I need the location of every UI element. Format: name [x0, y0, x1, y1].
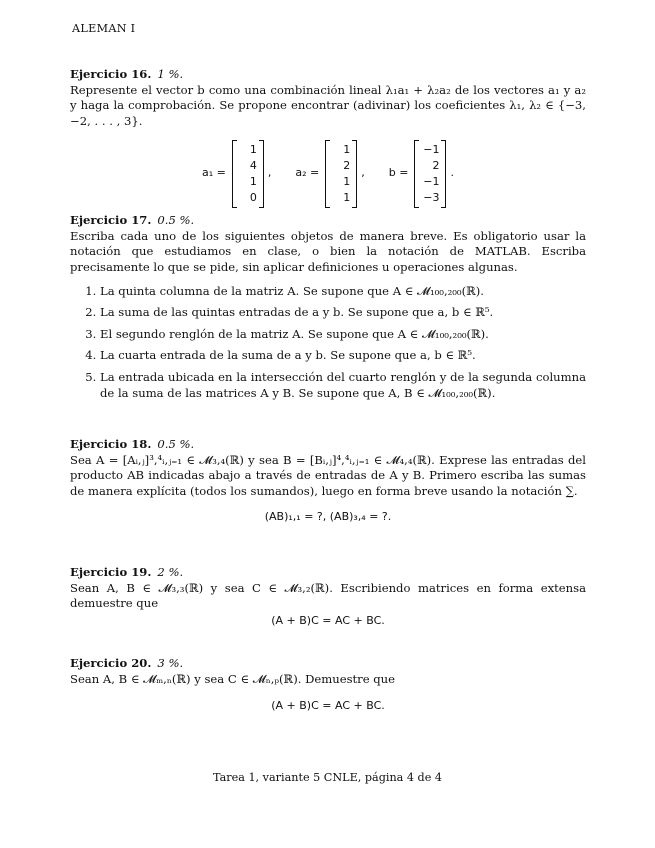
exercise-18 — [70, 437, 586, 524]
exercise-17 — [70, 213, 586, 407]
vector-b-trail: . — [450, 166, 454, 180]
exercise-18-percent: 0.5 %. — [157, 437, 195, 451]
list-item: 1. La quinta columna de la matriz A. Se supone que A ∈ 𝓜₁₀₀,₂₀₀(ℝ). — [100, 284, 586, 300]
exercise-20 — [70, 656, 586, 714]
exercise-18-heading — [70, 437, 586, 453]
exercise-17-list — [70, 284, 586, 402]
vector-a1 — [202, 140, 271, 208]
exercise-17-heading — [70, 213, 586, 229]
list-item: 2. La suma de las quintas entradas de a y b. Se supone que a, b ∈ ℝ⁵. — [100, 305, 586, 321]
vector-a1-bracket — [232, 140, 264, 208]
exercise-16-percent: 1 %. — [157, 67, 184, 81]
vector-a2-entry: 1 — [343, 190, 351, 204]
exercise-19-formula: (A + B)C = AC + BC. — [271, 613, 385, 627]
exercise-19-heading — [70, 565, 586, 581]
vector-b-entry: −1 — [423, 142, 440, 156]
exercise-20-percent: 3 %. — [157, 656, 184, 670]
vector-a2-bracket — [325, 140, 357, 208]
vector-row — [70, 140, 586, 208]
vector-a1-name: a₁ = — [202, 166, 226, 180]
list-item: 3. El segundo renglón de la matriz A. Se supone que A ∈ 𝓜₁₀₀,₂₀₀(ℝ). — [100, 327, 586, 343]
vector-b-entry: 2 — [432, 158, 440, 172]
exercise-16-heading — [70, 67, 586, 83]
vector-b-entry: −3 — [423, 190, 440, 204]
vector-a2-trail: , — [361, 166, 365, 180]
list-item: 4. La cuarta entrada de la suma de a y b. Se supone que a, b ∈ ℝ⁵. — [100, 348, 586, 364]
vector-a1-entry: 0 — [249, 190, 257, 204]
page-footer: Tarea 1, variante 5 CNLE, página 4 de 4 — [212, 771, 442, 784]
exercise-20-text: Sean A, B ∈ 𝓜ₘ,ₙ(ℝ) y sea C ∈ 𝓜ₙ,ₚ(ℝ). Demuestre que — [70, 671, 396, 686]
exercise-17-percent: 0.5 %. — [157, 213, 195, 227]
vector-a2-entry: 1 — [343, 142, 351, 156]
exercise-16 — [70, 67, 586, 208]
vector-a2-entry: 1 — [343, 174, 351, 188]
vector-b-bracket — [414, 140, 446, 208]
exercise-19 — [70, 565, 586, 629]
exercise-16-text: Represente el vector b como una combinación lineal λ₁a₁ + λ₂a₂ de los vectores a₁ y a₂ y haga la comprobación. Se propone encontrar (adivinar) los coeficientes λ₁, λ₂ ∈ {−3, −2, . . . , 3}. — [70, 82, 586, 128]
vector-a1-entry: 4 — [249, 158, 257, 172]
exercise-20-heading — [70, 656, 586, 672]
vector-a1-entry: 1 — [249, 174, 257, 188]
vector-b-name: b = — [388, 166, 409, 180]
exercise-20-formula: (A + B)C = AC + BC. — [271, 699, 385, 713]
exercise-17-intro: Escriba cada uno de los siguientes objetos de manera breve. Es obligatorio usar la notación que estudiamos en clase, o bien la notación de MATLAB. Escriba precisamente lo que se pide, sin aplicar definiciones u operaciones algunas. — [70, 228, 586, 274]
vector-a1-entry: 1 — [249, 142, 257, 156]
exercise-17-title: Ejercicio 17. — [70, 213, 152, 227]
exercise-18-title: Ejercicio 18. — [70, 437, 152, 451]
vector-a2-name: a₂ = — [295, 166, 320, 180]
vector-b-entry: −1 — [423, 174, 440, 188]
exercise-19-text: Sean A, B ∈ 𝓜₃,₃(ℝ) y sea C ∈ 𝓜₃,₂(ℝ). Escribiendo matrices en forma extensa demuestre que — [70, 580, 586, 611]
vector-b — [389, 140, 454, 208]
exercise-18-text: Sea A = [Aᵢ,ⱼ]³,⁴ᵢ,ⱼ₌₁ ∈ 𝓜₃,₄(ℝ) y sea B = [Bᵢ,ⱼ]⁴,⁴ᵢ,ⱼ₌₁ ∈ 𝓜₄,₄(ℝ). Exprese las entradas del producto AB indicadas abajo a través de entradas de A y B. Primero escriba las sumas de manera explícita (todos los sumandos), luego en forma breve usando la notación ∑. — [70, 452, 586, 498]
exercise-16-title: Ejercicio 16. — [70, 67, 152, 81]
vector-a2 — [295, 140, 364, 208]
vector-a1-trail: , — [267, 166, 272, 180]
exercise-19-title: Ejercicio 19. — [70, 565, 152, 579]
list-item: 5. La entrada ubicada en la intersección del cuarto renglón y de la segunda columna de la suma de las matrices A y B. Se supone que A, B ∈ 𝓜₁₀₀,₂₀₀(ℝ). — [100, 370, 586, 401]
exercise-19-percent: 2 %. — [157, 565, 184, 579]
page-header: ALEMAN I — [72, 22, 136, 35]
exercise-18-formula: (AB)₁,₁ = ?, (AB)₃,₄ = ?. — [264, 509, 392, 523]
vector-a2-entry: 2 — [343, 158, 351, 172]
exercise-20-title: Ejercicio 20. — [70, 656, 152, 670]
